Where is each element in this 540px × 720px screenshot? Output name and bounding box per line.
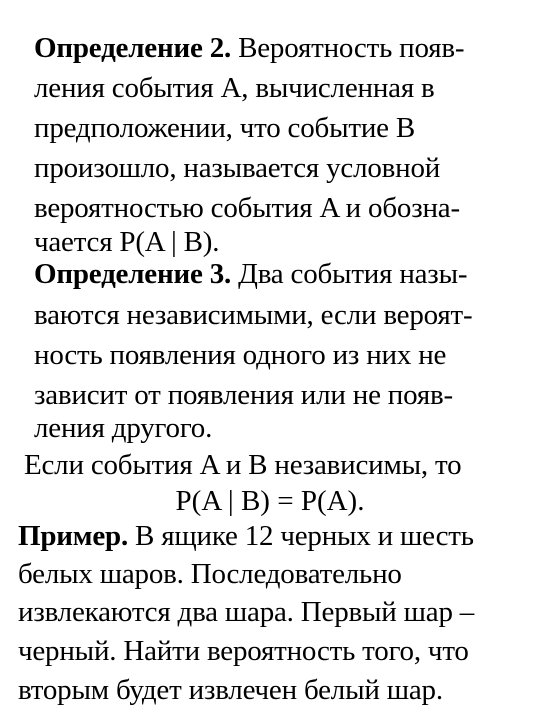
definition-2-text: Вероятность появ- xyxy=(231,32,465,64)
definition-2-line-2: ления события A, вычисленная в xyxy=(34,72,435,104)
definition-2-term: Определение 2. xyxy=(34,32,232,64)
definition-2-line-5: вероятностью события A и обозна- xyxy=(34,192,460,224)
example-line-3: извлекаются два шара. Первый шар – xyxy=(18,596,475,628)
definition-2-line-4: произошло, называется условной xyxy=(34,152,441,184)
definition-3-line-1 xyxy=(34,256,467,292)
example-text: В ящике 12 черных и шесть xyxy=(128,520,474,552)
definition-3-line-2: ваются независимыми, если вероят- xyxy=(34,299,473,331)
example-line-5: вторым будет извлечен белый шар. xyxy=(18,674,443,706)
definition-3-line-4: зависит от появления или не появ- xyxy=(34,379,453,411)
definition-3-line-3: ность появления одного из них не xyxy=(34,339,447,371)
definition-2-line-3: предположении, что событие B xyxy=(34,112,416,144)
example-line-1 xyxy=(18,518,474,554)
example-term: Пример. xyxy=(18,520,128,552)
independence-formula: P(A | B) = P(A). xyxy=(175,485,365,517)
example-line-4: черный. Найти вероятность того, что xyxy=(18,635,469,667)
definition-2-line-1 xyxy=(34,30,464,66)
independence-statement: Если события A и B независимы, то xyxy=(24,449,462,481)
definition-3-text: Два события назы- xyxy=(231,258,468,290)
definition-3-term: Определение 3. xyxy=(34,258,232,290)
definition-2-line-6: чается P(A | B). xyxy=(34,226,220,258)
example-line-2: белых шаров. Последовательно xyxy=(18,558,402,590)
definition-3-line-5: ления другого. xyxy=(34,412,213,444)
